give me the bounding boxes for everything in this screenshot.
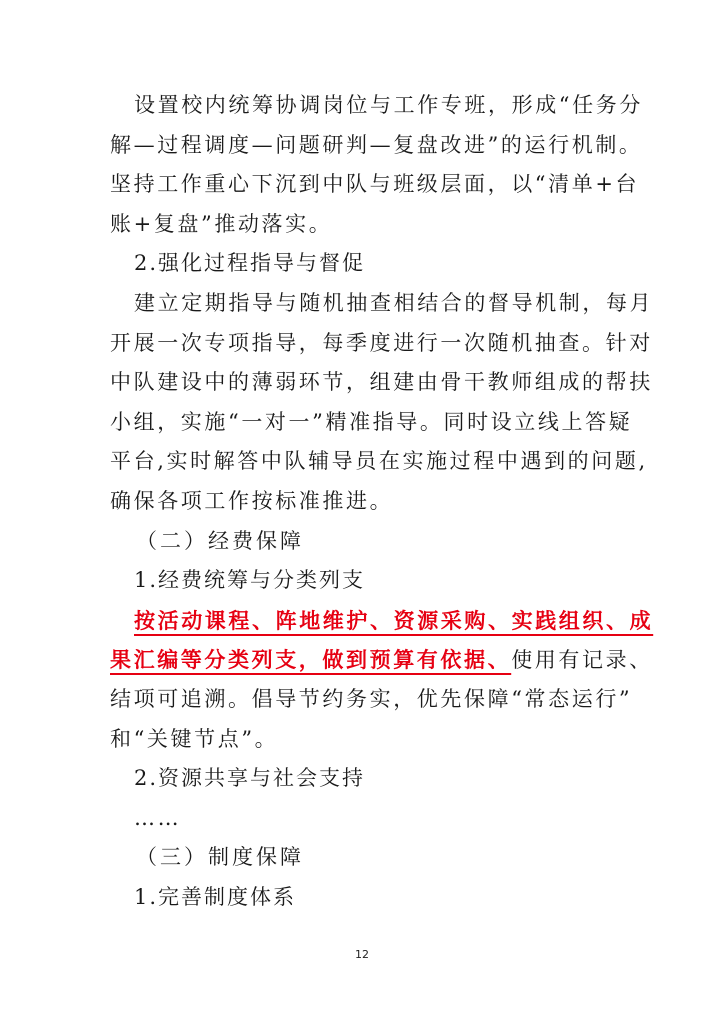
paragraph-line: 设置校内统筹协调岗位与工作专班，形成“任务分 xyxy=(134,93,643,117)
page-number: 12 xyxy=(355,948,369,961)
highlighted-line xyxy=(110,640,653,680)
highlighted-line xyxy=(110,601,654,641)
highlighted-text: 果汇编等分类列支，做到预算有依据、 xyxy=(110,647,512,673)
paragraph-line: 平台,实时解答中队辅导员在实施过程中遇到的问题, xyxy=(110,449,648,474)
paragraph-line: 开展一次专项指导，每季度进行一次随机抽查。针对 xyxy=(110,330,653,355)
paragraph-line: 中队建设中的薄弱环节，组建由骨干教师组成的帮扶 xyxy=(110,370,653,395)
highlighted-text: 按活动课程、阵地维护、资源采购、实践组织、成 xyxy=(134,607,654,633)
paragraph-line: 和“关键节点”。 xyxy=(110,726,279,751)
paragraph-line: 账+复盘”推动落实。 xyxy=(110,211,333,236)
subheading: 2.强化过程指导与督促 xyxy=(134,251,366,276)
paragraph-line: 建立定期指导与随机抽查相结合的督导机制，每月 xyxy=(134,290,654,315)
subheading: 1.完善制度体系 xyxy=(134,884,297,909)
section-heading: （二）经费保障 xyxy=(136,528,304,553)
subheading: 1.经费统筹与分类列支 xyxy=(134,568,366,593)
document-body xyxy=(110,86,654,917)
paragraph-text: 使用有记录、 xyxy=(511,648,653,673)
subheading: 2.资源共享与社会支持 xyxy=(134,766,366,791)
paragraph-line: 确保各项工作按标准推进。 xyxy=(110,488,394,513)
paragraph-line: 解—过程调度—问题研判—复盘改进”的运行机制。 xyxy=(110,132,643,157)
section-heading: （三）制度保障 xyxy=(136,845,304,870)
paragraph-line: 小组，实施“一对一”精准指导。同时设立线上答疑 xyxy=(110,409,633,434)
paragraph-line: 坚持工作重心下沉到中队与班级层面，以“清单+台 xyxy=(110,172,640,197)
ellipsis: …… xyxy=(134,805,182,830)
paragraph-line: 结项可追溯。倡导节约务实，优先保障“常态运行” xyxy=(110,686,633,711)
